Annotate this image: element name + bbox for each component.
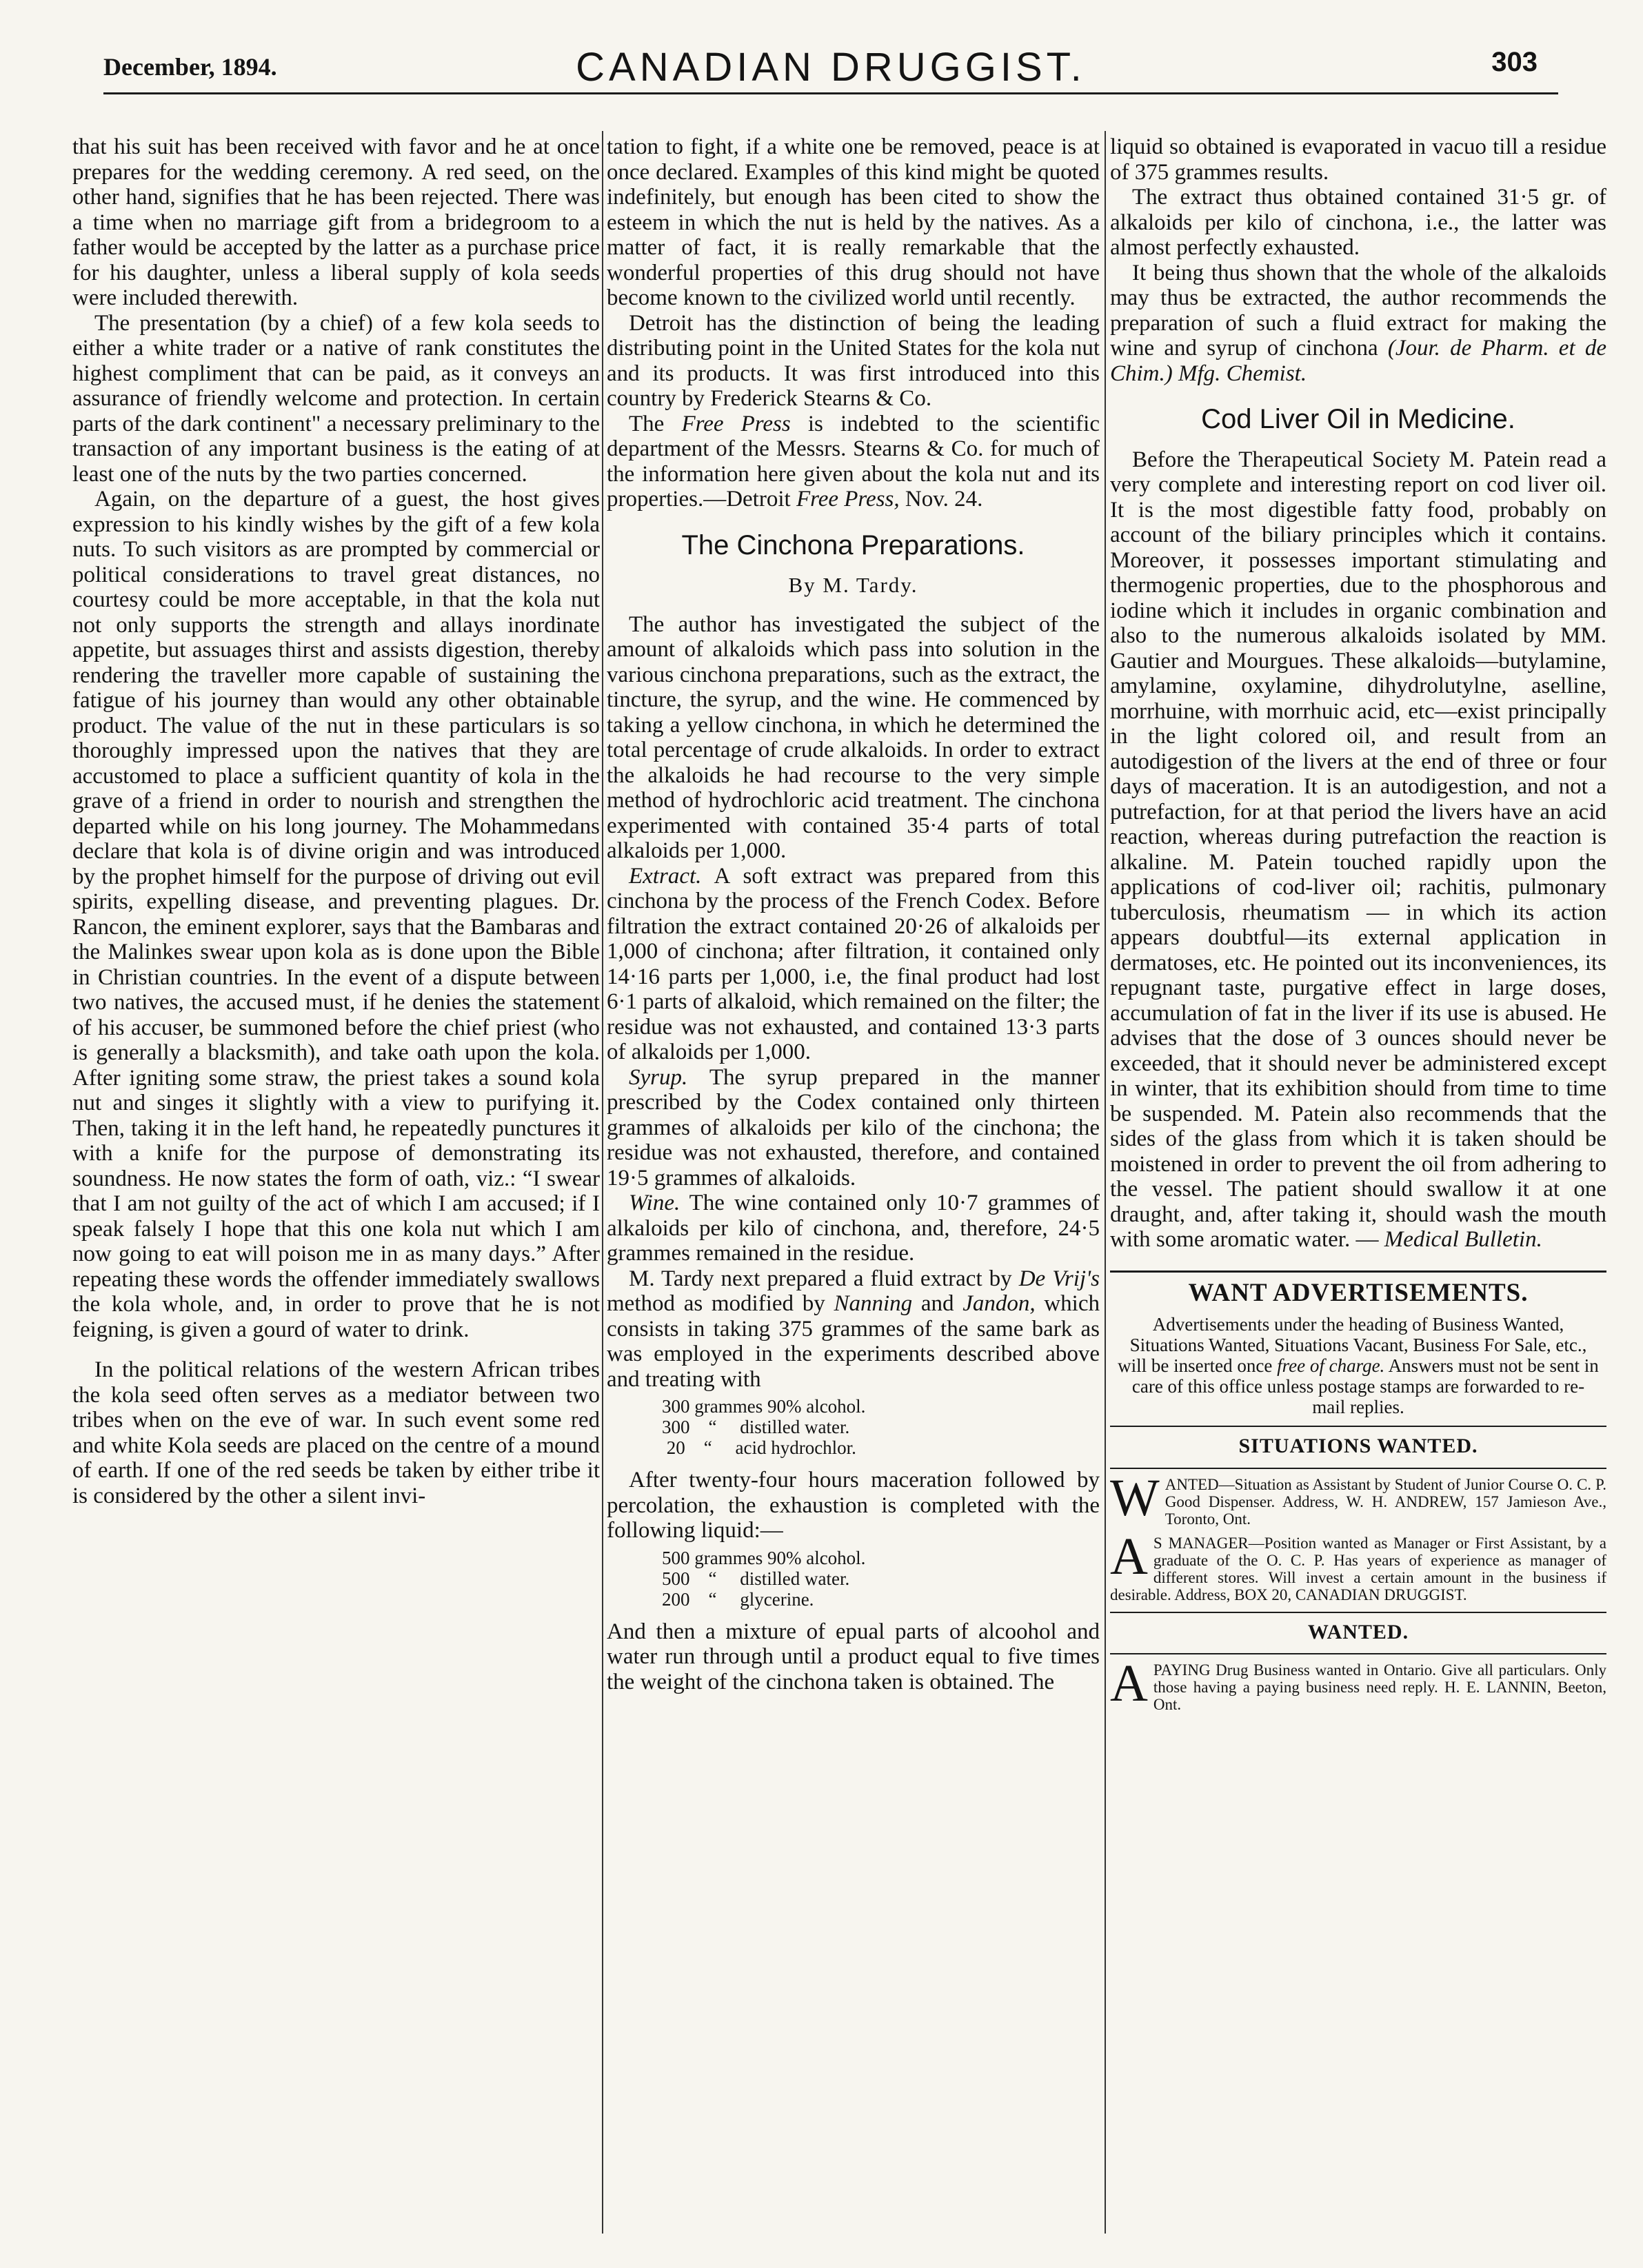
- text: The syrup prepared in the manner prescribed by the Codex contained only thirteen grammes of alkaloids per kilo of the cinchona; the residue was not exhausted, therefore, and contained 19·5 grammes of alkaloids.: [607, 1064, 1100, 1191]
- drop-cap: W: [1110, 1468, 1160, 1527]
- ad-text: S MANAGER—Position wanted as Manager or First Assistant, by a graduate of the O. C. P. Has years of experience as manager of different stores. Will invest a certain amount in the business if desirable. Address, BOX 20, CANADIAN DRUGGIST.: [1110, 1534, 1606, 1603]
- section-rule: [1110, 1653, 1606, 1654]
- section-rule: [1110, 1612, 1606, 1613]
- text: method as modified by: [607, 1291, 834, 1316]
- paragraph: After twenty-four hours maceration followed by percolation, the exhaustion is completed with the following liquid:—: [607, 1468, 1100, 1543]
- wanted-heading: WANTED.: [1307, 1620, 1409, 1643]
- publication-title: CANADIAN DRUGGIST.: [576, 45, 1086, 90]
- classified-ad: [1110, 1527, 1606, 1603]
- section-rule: [1110, 1426, 1606, 1427]
- want-ads-intro: [1117, 1314, 1600, 1417]
- section-rule: [1110, 1270, 1606, 1273]
- italic-text: Free Press,: [796, 487, 900, 512]
- italic-text: free of charge.: [1277, 1355, 1385, 1376]
- text: The wine contained only 10·7 grammes of alkaloids per kilo of cinchona, and, therefore, 24·5 grammes remained in the residue.: [607, 1191, 1100, 1266]
- paragraph: [607, 412, 1100, 512]
- italic-text: Wine.: [629, 1191, 681, 1215]
- formula-line: 300 “ distilled water.: [662, 1417, 850, 1437]
- italic-text: Syrup.: [629, 1064, 688, 1090]
- formula-line: 500 grammes 90% alcohol.: [662, 1547, 866, 1568]
- drop-cap: A: [1110, 1527, 1148, 1586]
- italic-text: Nanning: [834, 1291, 913, 1316]
- paragraph: [607, 1191, 1100, 1266]
- situations-wanted-heading: SITUATIONS WANTED.: [1238, 1435, 1478, 1457]
- formula-list: [662, 1548, 1100, 1610]
- italic-text: Extract.: [629, 863, 702, 889]
- paragraph: [607, 864, 1100, 1065]
- italic-text: Jandon,: [962, 1291, 1036, 1316]
- text: A soft extract was prepared from this cinchona by the process of the French Codex. Before filtration the extract contained 20·26 of alkaloids per 1,000 of cinchona; after filtration, it contained only 14·16 parts per 1,000, i.e, the final product had lost 6·1 parts of alkaloid, which remained on the filter; the residue was not exhausted, and contained 13·3 parts of alkaloids per 1,000.: [607, 863, 1100, 1064]
- column-divider: [602, 131, 603, 2234]
- header-rule: [103, 92, 1558, 94]
- text: and: [912, 1291, 963, 1316]
- column-divider: [1105, 131, 1106, 2234]
- text: Before the Therapeutical Society M. Patein read a very complete and interesting report on cod liver oil. It is the most digestible fatty food, probably on account of the biliary principles which it contains. Moreover, it possesses important stimulating and thermogenic properties, due to the phosphorous and iodine which it includes in organic combination and also to the numerous alkaloids isolated by MM. Gautier and Mourgues. These alkaloids—butylamine, amylamine, oxylamine, dihydrolutylne, aselline, morrhuine, with morrhuic acid, etc—exist principally in the light colored oil, and result from an autodigestion of the livers at the end of three or four days of maceration. It is an autodigestion, and not a putrefaction, for at that period the livers have an acid reaction, whereas during putrefaction the reaction is alkaline. M. Patein touched rapidly upon the applications of cod-liver oil; rachitis, pulmonary tuberculosis, rheumatism — in which its action appears doubtful—its external application in dermatoses, etc. He pointed out its inconveniences, its repugnant taste, purgative effect in large doses, accumulation of fat in the liver if its use is abused. He advises that the dose of 3 ounces should never be exceeded, that it should never be administered except in winter, that its exhibition should from time to time be suspended. M. Patein also recommends that the sides of the glass from which it is taken should be moistened in order to prevent the oil from adhering to the vessel. The patient should swallow it at one draught, and, after taking it, should wash the mouth with some aromatic water. —: [1110, 447, 1606, 1252]
- text: Answers must not be sent in care of this office unless postage stamps are forwarded to re-mail replies.: [1131, 1355, 1599, 1417]
- text: Advertisements under the heading of Business Wanted, Situations Wanted, Situations Vacant, Business For Sale, etc., will be inserted once: [1118, 1314, 1587, 1376]
- column-1: [72, 134, 600, 2244]
- want-ads-heading: WANT ADVERTISEMENTS.: [1188, 1278, 1529, 1307]
- paragraph: that his suit has been received with favor and he at once prepares for the wedding ceremony. A red seed, on the other hand, signifies that he has been rejected. There was a time when no marriage gift from a bridegroom to a father would be accepted by the latter as a purchase price for his daughter, unless a liberal supply of kola seeds were included therewith.: [72, 134, 600, 310]
- paragraph: In the political relations of the western African tribes the kola seed often serves as a mediator between two tribes when on the eve of war. In such event some red and white Kola seeds are placed on the centre of a mound of earth. If one of the red seeds be taken by either tribe it is considered by the other a silent invi-: [72, 1357, 600, 1508]
- paragraph: tation to fight, if a white one be removed, peace is at once declared. Examples of this kind might be quoted indefinitely, but enough has been cited to show the esteem in which the nut is held by the natives. As a matter of fact, it is really remarkable that the wonderful properties of this drug should not have become known to the civilized world until recently.: [607, 134, 1100, 310]
- article-byline: By M. Tardy.: [788, 573, 918, 597]
- issue-date: December, 1894.: [103, 53, 277, 81]
- paragraph: The presentation (by a chief) of a few kola seeds to either a white trader or a native of rank constitutes the highest compliment that can be paid, as it conveys an assurance of friendly welcome and protection. In certain parts of the dark continent" a necessary preliminary to the transaction of any important business is the eating of at least one of the nuts by the two parties concerned.: [72, 310, 600, 487]
- paragraph: And then a mixture of epual parts of alcoohol and water run through until a product equal to five times the weight of the cinchona taken is obtained. The: [607, 1619, 1100, 1694]
- ad-text: PAYING Drug Business wanted in Ontario. Give all particulars. Only those having a paying business need reply. H. E. LANNIN, Beeton, Ont.: [1153, 1661, 1606, 1713]
- paragraph: [1110, 261, 1606, 387]
- article-heading: Cod Liver Oil in Medicine.: [1201, 404, 1515, 434]
- paragraph: liquid so obtained is evaporated in vacuo till a residue of 375 grammes results.: [1110, 134, 1606, 185]
- formula-line: 300 grammes 90% alcohol.: [662, 1396, 866, 1417]
- paragraph: The author has investigated the subject of the amount of alkaloids which pass into solution in the various cinchona preparations, such as the extract, the tincture, the syrup, and the wine. He commenced by taking a yellow cinchona, in which he determined the total percentage of crude alkaloids. In order to extract the alkaloids he had recourse to the very simple method of hydrochloric acid treatment. The cinchona experimented with contained 35·4 parts of total alkaloids per 1,000.: [607, 611, 1100, 863]
- column-3: [1110, 134, 1606, 2244]
- text: which consists in taking 375 grammes of the same bark as was employed in the experiments described above and treating with: [607, 1291, 1100, 1392]
- paragraph: [607, 1266, 1100, 1393]
- formula-line: 20 “ acid hydrochlor.: [662, 1437, 856, 1458]
- paragraph: [1110, 447, 1606, 1253]
- text: Nov. 24.: [899, 487, 983, 512]
- classified-ad: [1110, 1468, 1606, 1528]
- italic-text: De Vrij's: [1018, 1266, 1100, 1291]
- paragraph: Detroit has the distinction of being the leading distributing point in the United States for the kola nut and its products. It was first introduced into this country by Frederick Stearns & Co.: [607, 310, 1100, 411]
- ad-text: ANTED—Situation as Assistant by Student of Junior Course O. C. P. Good Dispenser. Address, W. H. ANDREW, 157 Jamieson Ave., Toronto, Ont.: [1165, 1475, 1606, 1528]
- section-rule: [1110, 1468, 1606, 1469]
- text: M. Tardy next prepared a fluid extract by: [629, 1266, 1019, 1291]
- page-number: 303: [1491, 47, 1538, 77]
- classified-ad: [1110, 1654, 1606, 1713]
- article-heading: The Cinchona Preparations.: [681, 529, 1025, 560]
- formula-list: [662, 1396, 1100, 1458]
- column-2: [607, 134, 1100, 2244]
- page-header: [103, 40, 1558, 95]
- paragraph: Again, on the departure of a guest, the host gives expression to his kindly wishes by the gift of a few kola nuts. To such visitors as are prompted by commercial or political considerations to travel great distances, no courtesy could be more acceptable, in that the kola nut not only supports the strength and allays inordinate appetite, but assuages thirst and assists digestion, thereby rendering the traveller more capable of sustaining the fatigue of his journey than would any other obtainable product. The value of the nut in these particulars is so thoroughly impressed upon the natives that they are accustomed to place a sufficient quantity of kola in the grave of a friend in order to nourish and strengthen the departed while on his long journey. The Mohammedans declare that kola is of divine origin and was introduced by the prophet himself for the purpose of driving out evil spirits, expelling disease, and preventing plagues. Dr. Rancon, the eminent explorer, says that the Bambaras and the Malinkes swear upon kola as is done upon the Bible in Christian countries. In the event of a dispute between two natives, the accused must, if he denies the statement of his accuser, be summoned before the chief priest (who is generally a blacksmith), and take oath upon the kola. After igniting some straw, the priest takes a sound kola nut and singes it slightly with a view to purifying it. Then, taking it in the left hand, he repeatedly punctures it with a knife for the purpose of demonstrating its soundness. He now states the form of oath, viz.: “I swear that I am not guilty of the act of which I am accused; if I speak falsely I hope that this one kola nut which I am now going to eat will poison me in as many days.” After repeating these words the offender immediately swallows the kola whole, and, in order to prove that he is not feigning, is given a gourd of water to drink.: [72, 487, 600, 1342]
- text: The: [629, 411, 682, 436]
- text: It being thus shown that the whole of the alkaloids may thus be extracted, the author recommends the preparation of such a fluid extract for making the wine and syrup of cinchona: [1110, 260, 1606, 361]
- italic-text: (Jour. de Pharm. et de Chim.) Mfg. Chemist.: [1110, 336, 1606, 386]
- italic-text: Medical Bulletin.: [1384, 1227, 1542, 1252]
- paragraph: [607, 1065, 1100, 1191]
- italic-text: Free Press: [681, 411, 791, 436]
- formula-line: 200 “ glycerine.: [662, 1588, 814, 1610]
- drop-cap: A: [1110, 1654, 1148, 1712]
- paragraph: The extract thus obtained contained 31·5 gr. of alkaloids per kilo of cinchona, i.e., the latter was almost perfectly exhausted.: [1110, 185, 1606, 260]
- formula-line: 500 “ distilled water.: [662, 1568, 850, 1589]
- text: is indebted to the scientific department of the Messrs. Stearns & Co. for much of the information here given about the kola nut and its properties.—Detroit: [607, 411, 1100, 512]
